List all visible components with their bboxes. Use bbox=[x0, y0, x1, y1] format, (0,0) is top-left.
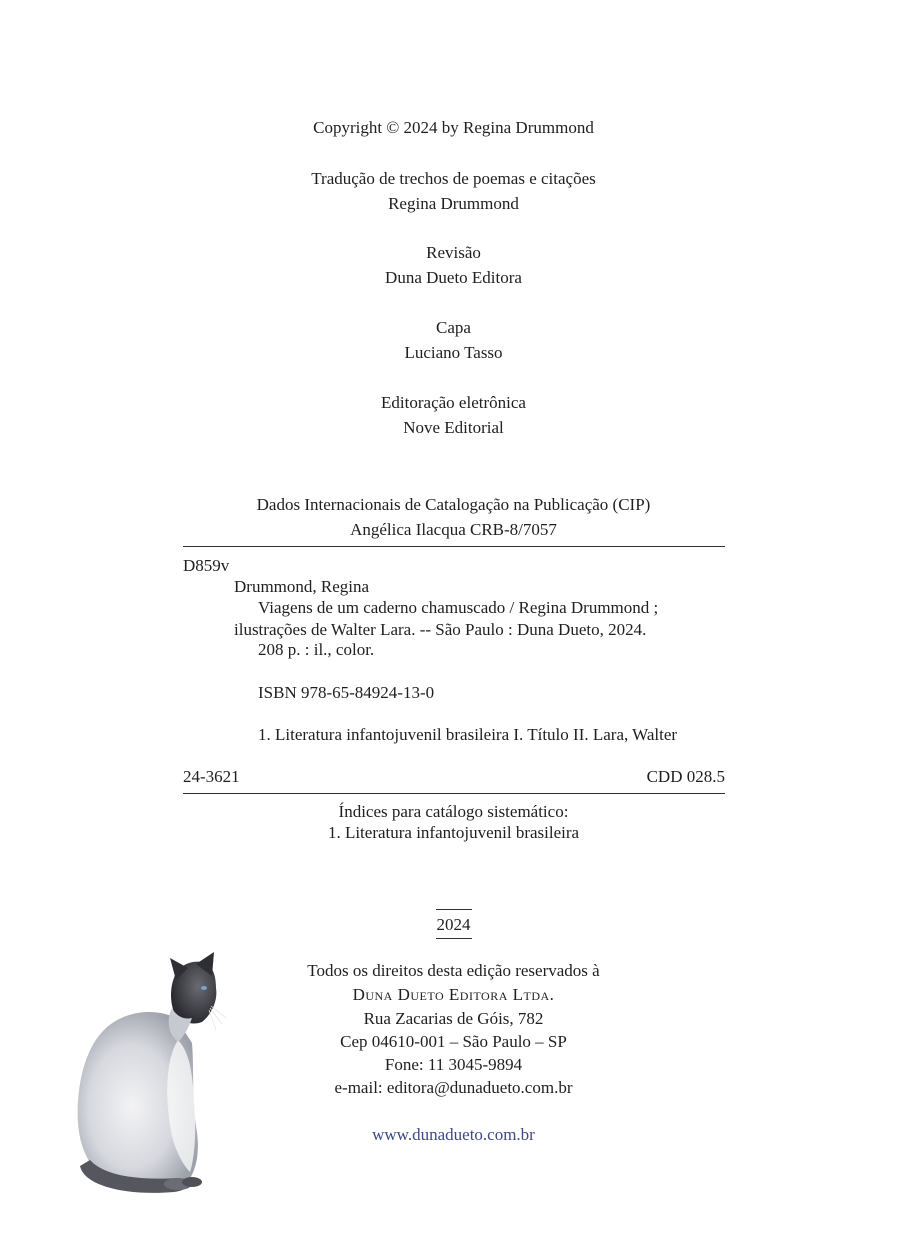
publisher-phone: Fone: 11 3045-9894 bbox=[384, 1055, 523, 1074]
revision-name: Duna Dueto Editora bbox=[385, 268, 522, 287]
layout-name: Nove Editorial bbox=[403, 418, 504, 437]
cip-librarian: Angélica Ilacqua CRB-8/7057 bbox=[350, 520, 557, 539]
publisher-city: Cep 04610-001 – São Paulo – SP bbox=[340, 1032, 567, 1051]
cip-isbn: ISBN 978-65-84924-13-0 bbox=[258, 683, 435, 702]
siamese-cat-illustration-icon bbox=[66, 948, 236, 1198]
cip-record-number: 24-3621 bbox=[183, 767, 240, 786]
cip-top-rule bbox=[183, 546, 725, 547]
cip-header: Dados Internacionais de Catalogação na Publicação (CIP) bbox=[256, 495, 651, 514]
cover-role: Capa bbox=[436, 318, 471, 337]
cip-subjects: 1. Literatura infantojuvenil brasileira I. Título II. Lara, Walter bbox=[258, 725, 678, 744]
publisher-website-link[interactable]: www.dunadueto.com.br bbox=[372, 1125, 535, 1144]
publisher-email[interactable]: e-mail: editora@dunadueto.com.br bbox=[334, 1078, 573, 1097]
revision-role: Revisão bbox=[426, 243, 481, 262]
cip-cdd: CDD 028.5 bbox=[646, 767, 725, 786]
index-title: Índices para catálogo sistemático: bbox=[338, 802, 569, 821]
year-top-rule bbox=[436, 909, 472, 910]
year-bottom-rule bbox=[436, 938, 472, 939]
cip-call-number: D859v bbox=[183, 556, 230, 575]
year: 2024 bbox=[436, 915, 471, 934]
translation-name: Regina Drummond bbox=[388, 194, 519, 213]
cip-bottom-rule bbox=[183, 793, 725, 794]
layout-role: Editoração eletrônica bbox=[381, 393, 526, 412]
rights-notice: Todos os direitos desta edição reservados à bbox=[307, 961, 600, 980]
publisher-street: Rua Zacarias de Góis, 782 bbox=[363, 1009, 544, 1028]
copyright-notice: Copyright © 2024 by Regina Drummond bbox=[313, 118, 594, 137]
publisher-name: Duna Dueto Editora Ltda. bbox=[352, 985, 555, 1004]
cip-title-line1: Viagens de um caderno chamuscado / Regina Drummond ; bbox=[258, 598, 659, 617]
translation-role: Tradução de trechos de poemas e citações bbox=[311, 169, 596, 188]
cip-pages: 208 p. : il., color. bbox=[258, 640, 375, 659]
cip-title-line2: ilustrações de Walter Lara. -- São Paulo : Duna Dueto, 2024. bbox=[234, 620, 647, 639]
cover-name: Luciano Tasso bbox=[404, 343, 503, 362]
cip-author: Drummond, Regina bbox=[234, 577, 370, 596]
index-entry: 1. Literatura infantojuvenil brasileira bbox=[327, 823, 580, 842]
